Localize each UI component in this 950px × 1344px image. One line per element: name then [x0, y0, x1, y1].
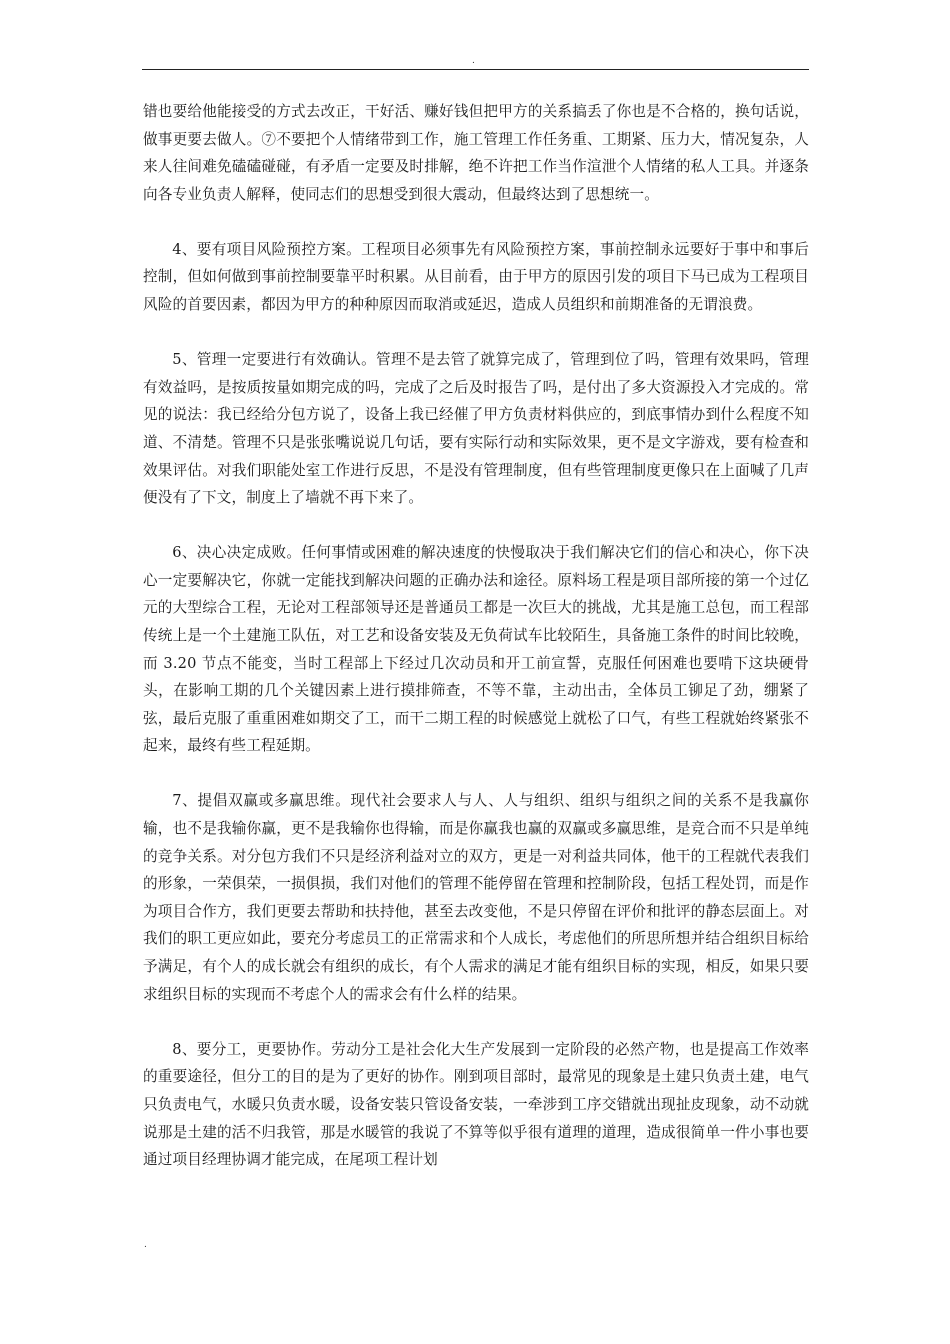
paragraph-4-risk-plan: 4、要有项目风险预控方案。工程项目必须事先有风险预控方案，事前控制永远要好于事中和事后控制，但如何做到事前控制要靠平时积累。从目前看，由于甲方的原因引发的项目下马已成为工程项目风险的首要因素，都因为甲方的种种原因而取消或延迟，造成人员组织和前期准备的无谓浪费。: [143, 240, 809, 314]
paragraph-8-cooperation: 8、要分工，更要协作。劳动分工是社会化大生产发展到一定阶段的必然产物，也是提高工作效率的重要途径，但分工的目的是为了更好的协作。刚到项目部时，最常见的现象是土建只负责土建，电气只负责电气，水暖只负责水暖，设备安装只管设备安装，一牵涉到工序交错就出现扯皮现象，动不动就说那是土建的活不归我管，那是水暖管的我说了不算等似乎很有道理的道理，造成很简单一件小事也要通过项目经理协调才能完成，在尾项工程计划: [143, 1040, 809, 1169]
footer-marker: .: [144, 1240, 147, 1250]
paragraph-6-determination: 6、决心决定成败。任何事情或困难的解决速度的快慢取决于我们解决它们的信心和决心，你下决心一定要解决它，你就一定能找到解决问题的正确办法和途径。原料场工程是项目部所接的第一个过亿元的大型综合工程，无论对工程部领导还是普通员工都是一次巨大的挑战，尤其是施工总包，而工程部传统上是一个土建施工队伍，对工艺和设备安装及无负荷试车比较陌生，具备施工条件的时间比较晚，而 3.20 节点不能变，当时工程部上下经过几次动员和开工前宣誓，克服任何困难也要啃下这块硬骨头，在影响工期的几个关键因素上进行摸排筛查，不等不靠，主动出击，全体员工铆足了劲，绷紧了弦，最后克服了重重困难如期交了工，而干二期工程的时候感觉上就松了口气，有些工程就始终紧张不起来，最终有些工程延期。: [143, 544, 809, 755]
header-rule: [142, 69, 809, 70]
paragraph-5-management-confirmation: 5、管理一定要进行有效确认。管理不是去管了就算完成了，管理到位了吗，管理有效果吗，管理有效益吗，是按质按量如期完成的吗，完成了之后及时报告了吗，是付出了多大资源投入才完成的。常见的说法：我已经给分包方说了，设备上我已经催了甲方负责材料供应的，到底事情办到什么程度不知道、不清楚。管理不只是张张嘴说说几句话，要有实际行动和实际效果，更不是文字游戏，要有检查和效果评估。对我们职能处室工作进行反思，不是没有管理制度，但有些管理制度更像只在上面喊了几声便没有了下文，制度上了墙就不再下来了。: [143, 351, 809, 507]
header-marker: .: [472, 56, 475, 66]
document-body: [143, 98, 809, 1174]
paragraph-7-win-win: 7、提倡双赢或多赢思维。现代社会要求人与人、人与组织、组织与组织之间的关系不是我赢你输，也不是我输你赢，更不是我输你也得输，而是你赢我也赢的双赢或多赢思维，是竞合而不只是单纯的竞争关系。对分包方我们不只是经济利益对立的双方，更是一对利益共同体，他干的工程就代表我们的形象，一荣俱荣，一损俱损，我们对他们的管理不能停留在管理和控制阶段，包括工程处罚，而是作为项目合作方，我们更要去帮助和扶持他，甚至去改变他，不是只停留在评价和批评的静态层面上。对我们的职工更应如此，要充分考虑员工的正常需求和个人成长，考虑他们的所思所想并结合组织目标给予满足，有个人的成长就会有组织的成长，有个人需求的满足才能有组织目标的实现，相反，如果只要求组织目标的实现而不考虑个人的需求会有什么样的结果。: [143, 792, 809, 1003]
paragraph-continued: 错也要给他能接受的方式去改正，干好活、赚好钱但把甲方的关系搞丢了你也是不合格的，换句话说，做事更要去做人。⑦不要把个人情绪带到工作，施工管理工作任务重、工期紧、压力大，情况复杂，人来人往间难免磕磕碰碰，有矛盾一定要及时排解，绝不许把工作当作渲泄个人情绪的私人工具。并逐条向各专业负责人解释，使同志们的思想受到很大震动，但最终达到了思想统一。: [143, 103, 809, 203]
